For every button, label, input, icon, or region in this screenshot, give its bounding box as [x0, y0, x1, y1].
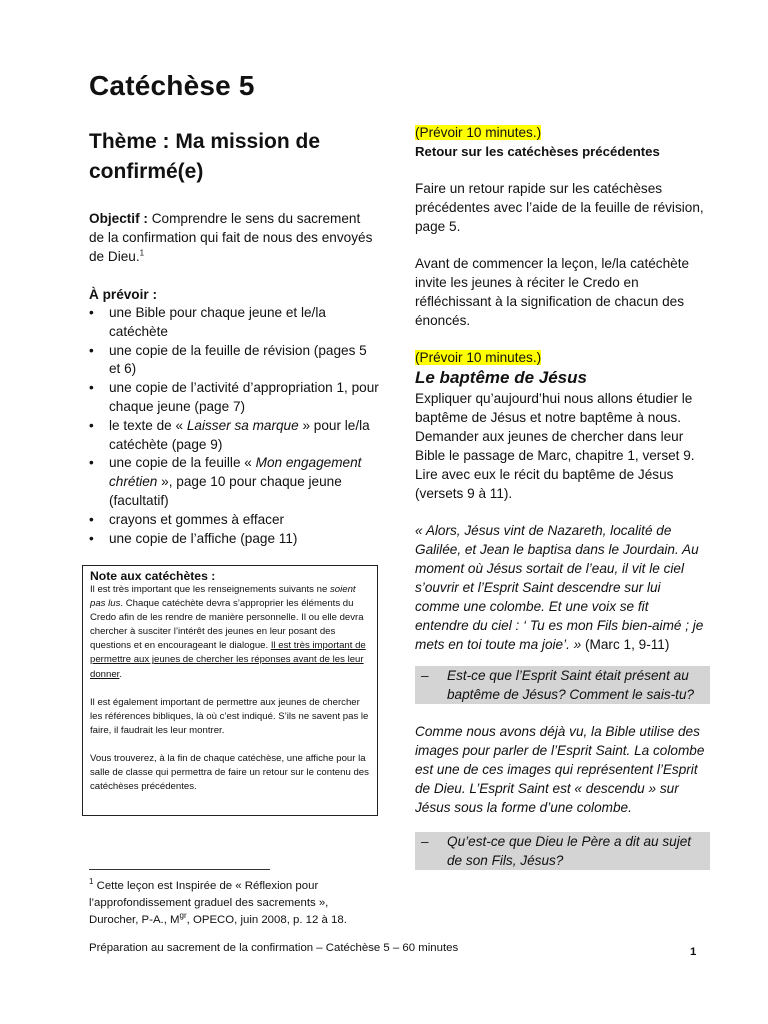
- page-footer: Préparation au sacrement de la confirmation – Catéchèse 5 – 60 minutes: [89, 942, 459, 954]
- list-item: • le texte de « Laisser sa marque » pour le/la catéchète (page 9): [109, 417, 379, 455]
- list-item: • une copie de l’activité d’appropriation 1, pour chaque jeune (page 7): [109, 379, 379, 417]
- objective-label: Objectif :: [89, 211, 148, 226]
- question-box-2: – Qu’est-ce que Dieu le Père a dit au sujet de son Fils, Jésus?: [415, 832, 710, 870]
- left-column: [89, 127, 379, 548]
- objective-text: Comprendre le sens du sacrement de la confirmation qui fait de nous des envoyés de Dieu.: [89, 211, 373, 264]
- credo-paragraph: Avant de commencer la leçon, le/la catéchète invite les jeunes à réciter le Credo en réfléchissant à la signification de chacun des énoncés.: [415, 256, 690, 328]
- footnote-ref: 1: [139, 248, 145, 258]
- materials-list: [89, 304, 379, 548]
- dove-paragraph: Comme nous avons déjà vu, la Bible utilise des images pour parler de l’Esprit Saint. La colombe est une de ces images qui représentent l’Esprit de Dieu. L’Esprit Saint est « descendu » sur Jésus sous la forme d’une colombe.: [415, 724, 705, 815]
- section-title-baptism: Le baptême de Jésus: [415, 368, 587, 387]
- catechist-note-box: [82, 565, 378, 816]
- list-item: • une Bible pour chaque jeune et le/la catéchète: [109, 304, 379, 342]
- footnote-separator: [89, 869, 270, 870]
- duration-badge-1: (Prévoir 10 minutes.): [415, 125, 542, 140]
- page-title: Catéchèse 5: [89, 70, 255, 101]
- list-item: • une copie de la feuille de révision (pages 5 et 6): [109, 342, 379, 380]
- duration-badge-2: (Prévoir 10 minutes.): [415, 350, 542, 365]
- note-title: Note aux catéchètes :: [90, 569, 216, 583]
- question-box-1: – Est-ce que l’Esprit Saint était présent au baptême de Jésus? Comment le sais-tu?: [415, 666, 710, 704]
- note-emphasis: Il est très important de permettre aux jeunes de chercher les réponses avant de les leur donner: [90, 640, 366, 680]
- objective-paragraph: [89, 209, 379, 266]
- materials-heading: À prévoir :: [89, 287, 157, 302]
- footnote: $^1$ Cette leçon est Inspirée de « Réflexion pour l’approfondissement graduel des sacrements », Durocher, P-A., $M^{gr}$, OPECO, juin 2008, p. 12 à 18.: [89, 877, 347, 926]
- theme-heading: Thème : Ma mission de confirmé(e): [89, 130, 321, 183]
- note-paragraph-2: Il est également important de permettre aux jeunes de chercher les références bibliques, là où c’est indiqué. S’ils ne savent pas le faire, il faudrait les leur montrer.: [90, 696, 369, 736]
- bible-quote: « Alors, Jésus vint de Nazareth, localité de Galilée, et Jean le baptisa dans le Jourdain. Au moment où Jésus sortait de l’eau, il vit le ciel s’ouvrir et l’Esprit Saint descendre sur lui comme une colombe. Et une voix se fit entendre du ciel : ‘ Tu es mon Fils bien-aimé ; je mets en toi toute ma joie’. » (Marc 1, 9-11): [415, 523, 704, 652]
- baptism-intro-paragraph: Expliquer qu’aujourd’hui nous allons étudier le baptême de Jésus et notre baptême à nous. Demander aux jeunes de chercher dans leur Bible le passage de Marc, chapitre 1, verset 9. Lire avec eux le récit du baptême de Jésus (versets 9 à 11).: [415, 391, 695, 501]
- list-item: • une copie de l’affiche (page 11): [109, 530, 379, 549]
- note-paragraph-1: Il est très important que les renseignements suivants ne soient pas lus. Chaque catéchète devra s’approprier les éléments du Credo afin de les rendre de manière personnelle. Il ou elle devra chercher à susciter l’intérêt des jeunes en leur posant des questions et en encourageant le dialogue. Il est très important de permettre aux jeunes de chercher les réponses avant de les leur donner.: [90, 584, 366, 680]
- right-column: [415, 123, 705, 870]
- page-number: 1: [690, 946, 697, 958]
- list-item: • une copie de la feuille « Mon engagement chrétien », page 10 pour chaque jeune (facultatif): [109, 454, 379, 510]
- note-paragraph-3: Vous trouverez, à la fin de chaque catéchèse, une affiche pour la salle de classe qui permettra de faire un retour sur le contenu des catéchèses précédentes.: [90, 752, 369, 793]
- section-title-review: Retour sur les catéchèses précédentes: [415, 144, 660, 159]
- review-paragraph: Faire un retour rapide sur les catéchèses précédentes avec l’aide de la feuille de révision, page 5.: [415, 181, 704, 234]
- list-item: • crayons et gommes à effacer: [109, 511, 379, 530]
